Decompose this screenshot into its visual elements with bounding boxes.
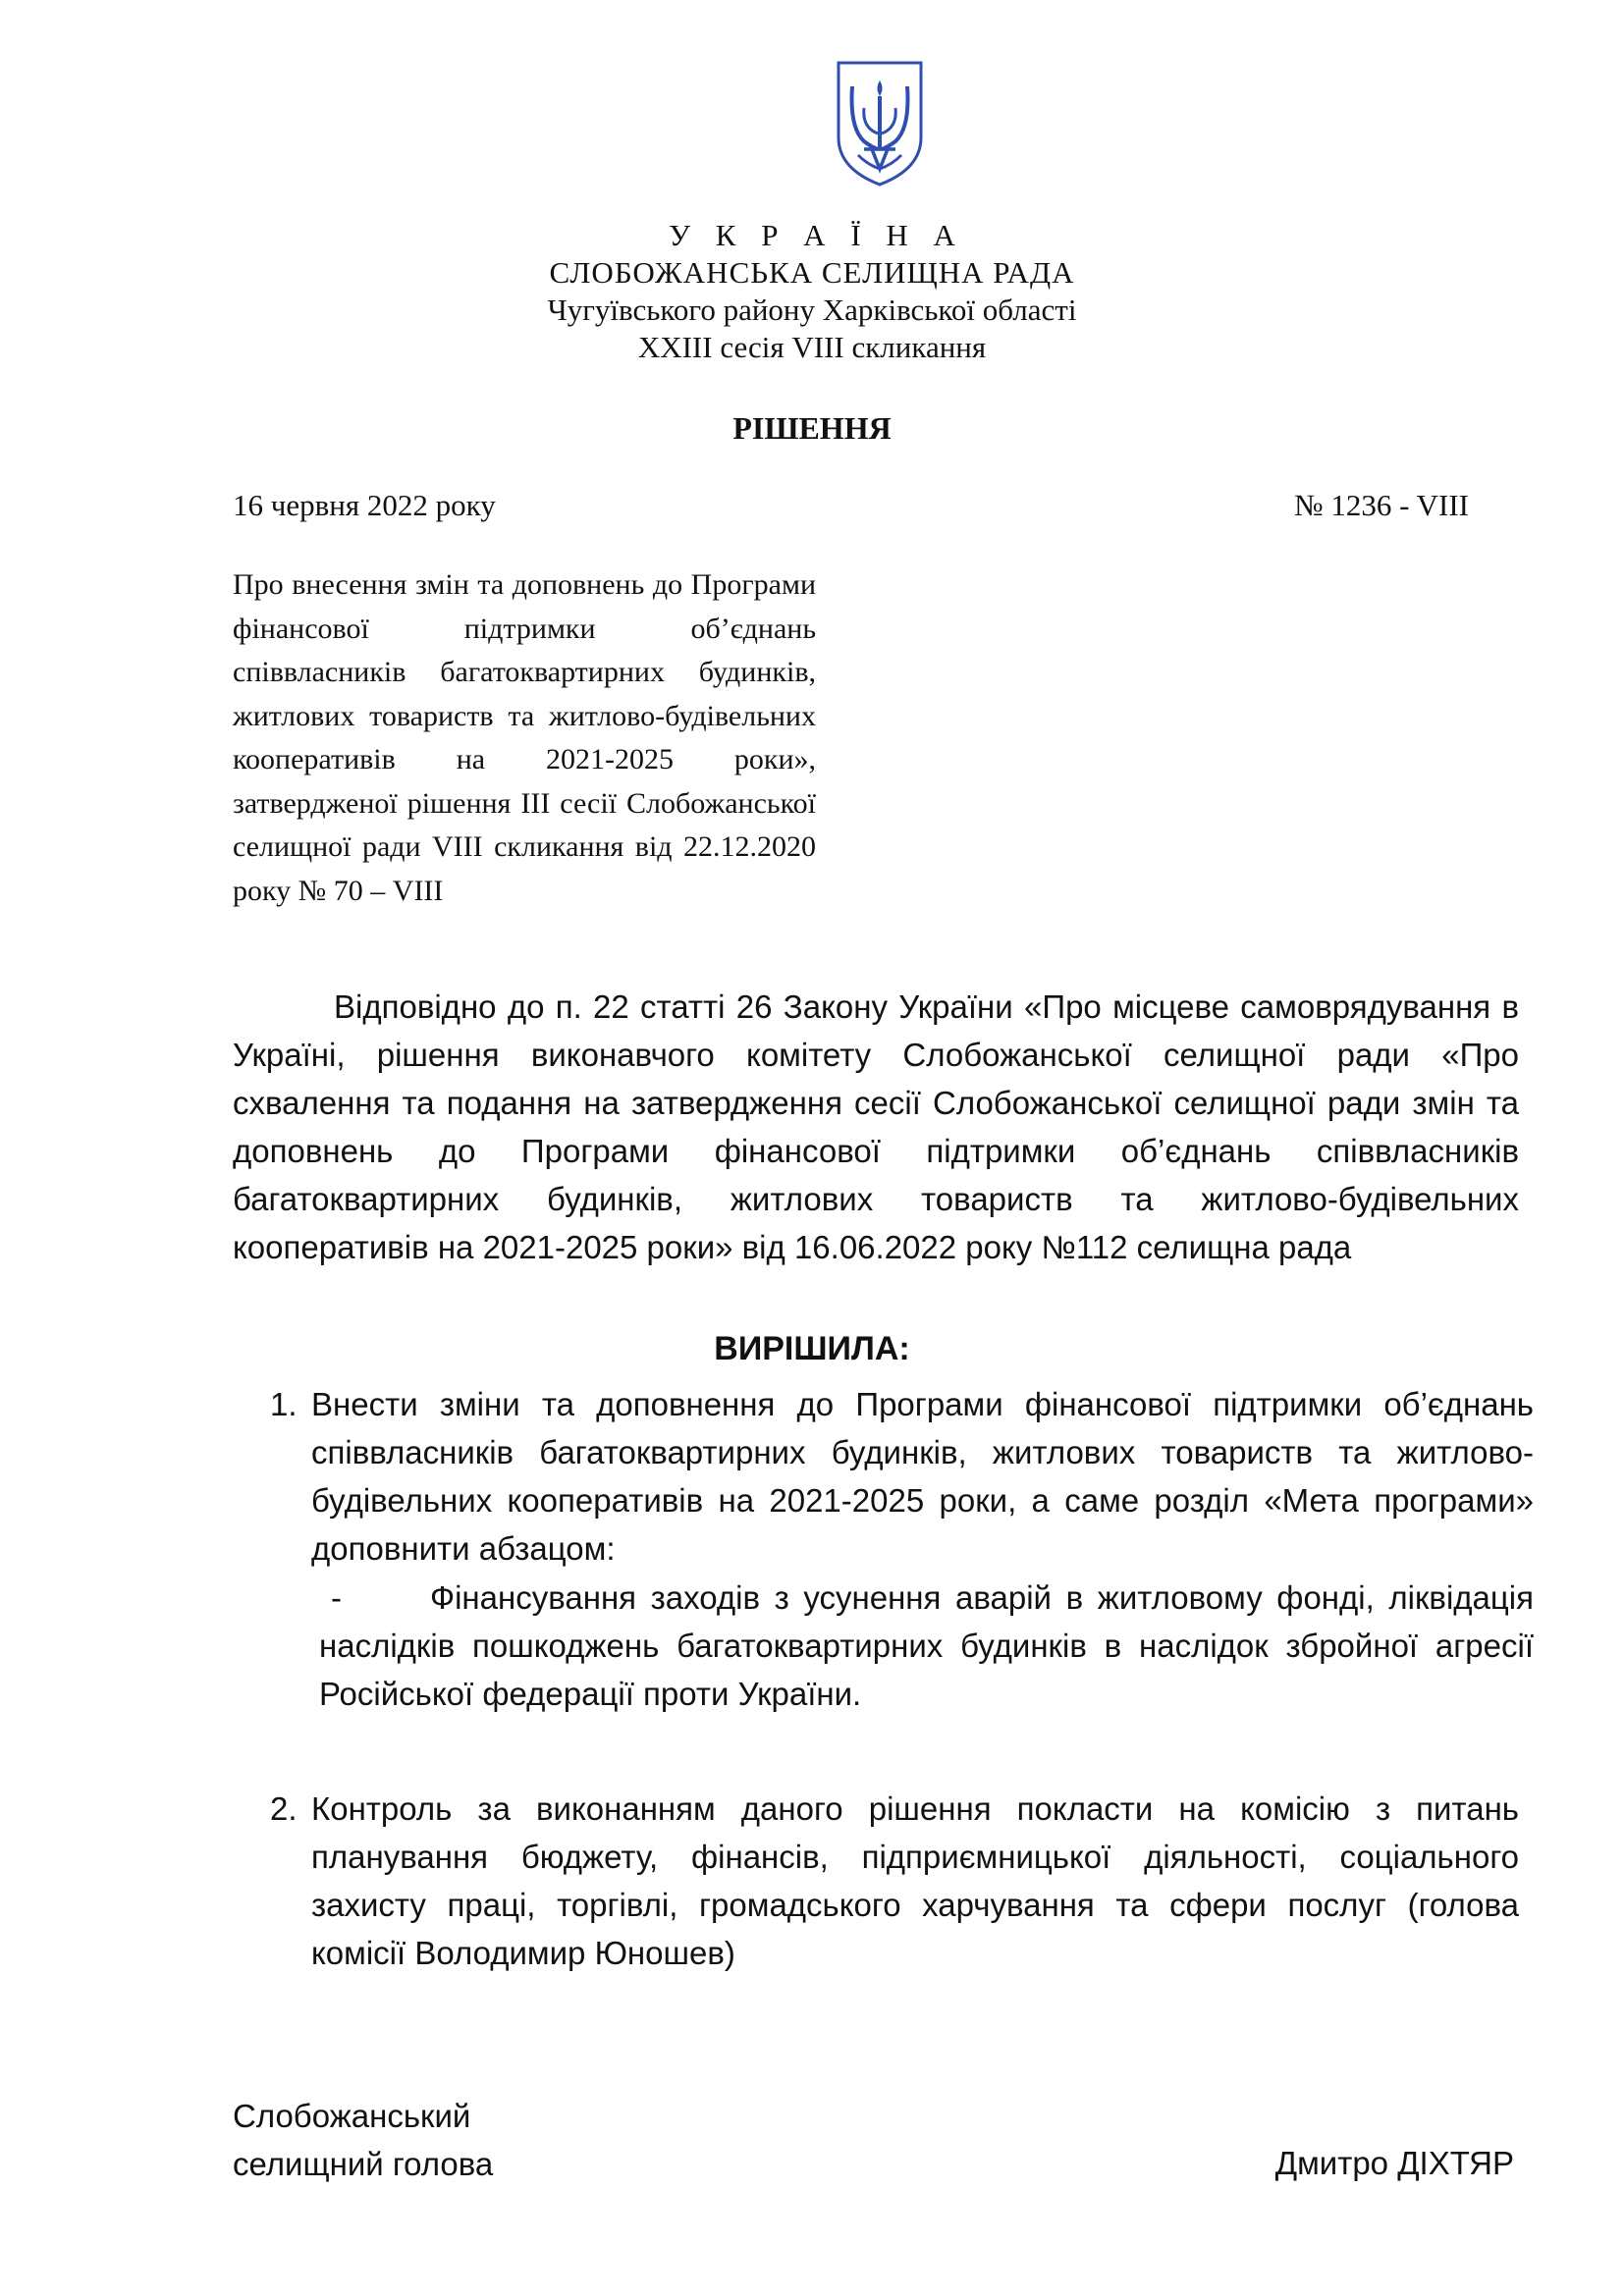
header-session: XXIII сесія VIII скликання xyxy=(637,330,987,364)
decision-subject: Про внесення змін та доповнень до Програми фінансової підтримки об’єднань співвласників багатоквартирних будинків, житлових товариств та житлово-будівельних кооперативів на 2021-2025 роки», затвердженої рішення III сесії Слобожанської селищної ради VIII скликання від 22.12.2020 року № 70 – VIII xyxy=(233,568,816,907)
header-district: Чугуївського району Харківської області xyxy=(547,293,1077,327)
item-text: Контроль за виконанням даного рішення покласти на комісію з питань планування бюджету, фінансів, підприємницької діяльності, соціального захисту праці, торгівлі, громадського харчування та сфери послуг (голова комісії Володимир Юношев) xyxy=(311,1790,1519,1971)
decision-date: 16 червня 2022 року xyxy=(233,488,496,522)
resolved-heading: ВИРІШИЛА: xyxy=(714,1330,910,1367)
signature-position-line1: Слобожанський xyxy=(233,2098,471,2134)
resolution-item-1 xyxy=(270,1380,1534,1573)
header-council: СЛОБОЖАНСЬКА СЕЛИЩНА РАДА xyxy=(549,255,1075,290)
item-number: 2. xyxy=(270,1790,298,1827)
resolution-subitem xyxy=(319,1574,1534,1718)
decision-number: № 1236 - VIII xyxy=(1294,488,1469,522)
header-country: У К Р А Ї Н А xyxy=(669,218,964,252)
signature-position-line2: селищний голова xyxy=(233,2146,494,2182)
document-title: РІШЕННЯ xyxy=(732,410,892,446)
item-text: Внести зміни та доповнення до Програми фінансової підтримки об’єднань співвласників багатоквартирних будинків, житлових товариств та житлово-будівельних кооперативів на 2021-2025 роки, а саме розділ «Мета програми» доповнити абзацом: xyxy=(311,1386,1534,1567)
signature-position xyxy=(233,2092,493,2188)
preamble-paragraph: Відповідно до п. 22 статті 26 Закону України «Про місцеве самоврядування в Україні, рішення виконавчого комітету Слобожанської селищної ради «Про схвалення та подання на затвердження сесії Слобожанської селищної ради змін та доповнень до Програми фінансової підтримки об’єднань співвласників багатоквартирних будинків, житлових товариств та житлово-будівельних кооперативів на 2021-2025 роки» від 16.06.2022 року №112 селищна рада xyxy=(233,988,1519,1265)
subitem-dash: - xyxy=(331,1579,342,1616)
resolution-item-2 xyxy=(270,1785,1519,1977)
signature-name: Дмитро ДІХТЯР xyxy=(1274,2145,1514,2181)
item-number: 1. xyxy=(270,1386,298,1422)
subitem-text: Фінансування заходів з усунення аварій в житловому фонді, ліквідація наслідків пошкоджень багатоквартирних будинків в наслідок збройної агресії Російської федерації проти України. xyxy=(319,1579,1534,1712)
trident-coat-of-arms-icon xyxy=(835,59,925,188)
